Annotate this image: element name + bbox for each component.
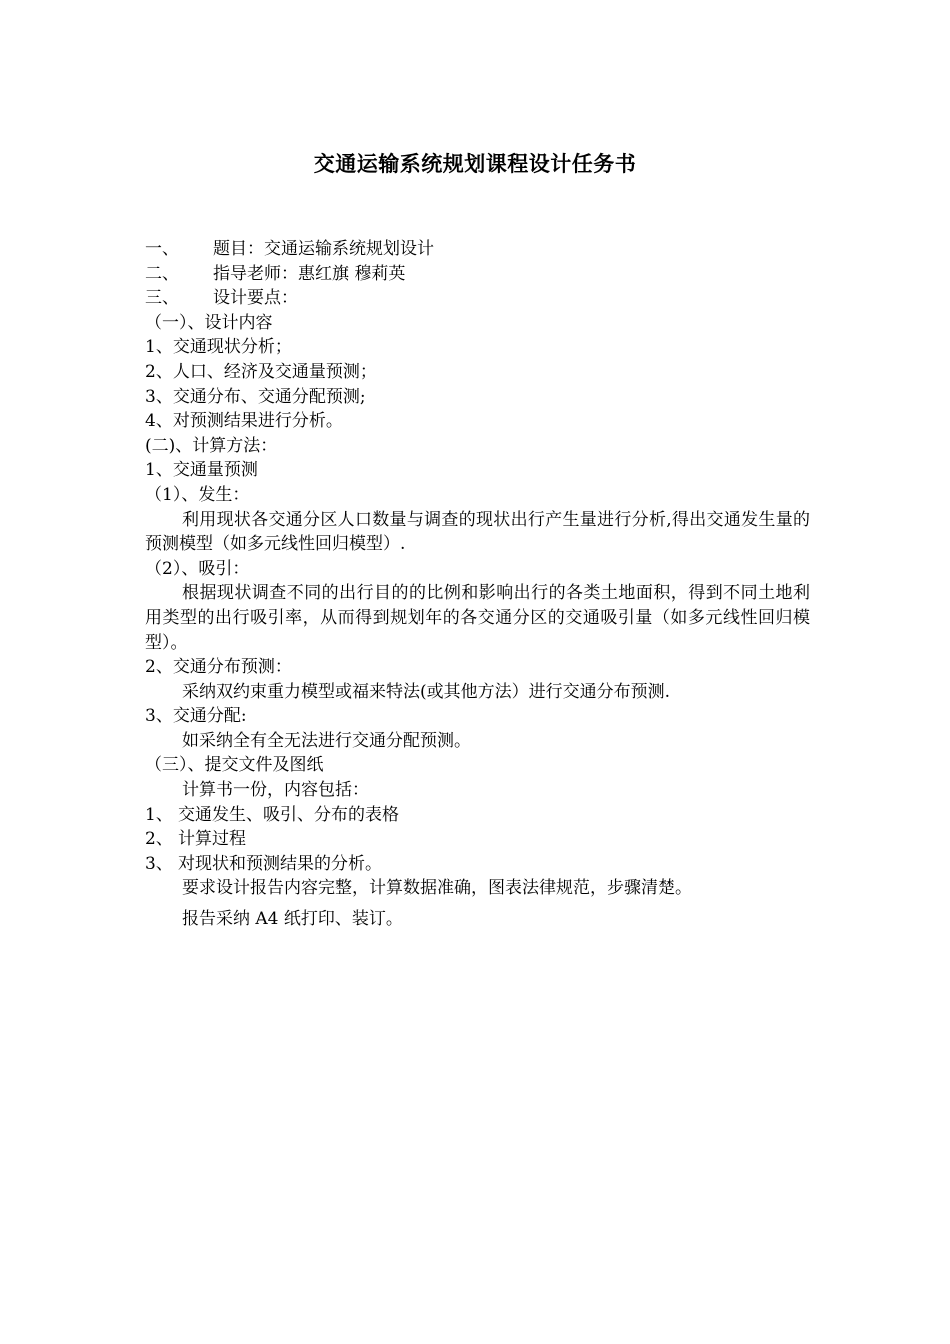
document-body: [145, 237, 810, 932]
section-number: 二、: [145, 263, 179, 284]
list-item: [145, 852, 810, 877]
section-text: 设计要点：: [213, 288, 298, 309]
section-number: 三、: [145, 288, 179, 309]
list-text: 交通发生、吸引、分布的表格: [178, 804, 399, 825]
assignment-paragraph: 如采纳全有全无法进行交通分配预测。: [182, 730, 471, 751]
list-item: [145, 827, 810, 852]
section-topic: [145, 237, 810, 262]
requirement-text: 要求设计报告内容完整，计算数据准确，图表法律规范，步骤清楚。: [182, 878, 692, 899]
list-number: 2、: [145, 829, 173, 850]
method-heading: (二)、计算方法：: [145, 435, 278, 456]
list-item: 3、交通分布、交通分配预测;: [145, 386, 366, 407]
submit-heading: （三）、提交文件及图纸: [145, 755, 324, 776]
attraction-heading: （2）、吸引：: [145, 558, 250, 579]
section-key-points: [145, 286, 810, 311]
section-number: 一、: [145, 239, 179, 259]
submit-intro: 计算书一份，内容包括：: [182, 780, 369, 801]
list-number: 3、: [145, 853, 173, 874]
section-text: 指导老师：惠红旗 穆莉英: [213, 263, 406, 284]
method-item-3: 3、交通分配:: [145, 706, 247, 727]
list-item: 4、对预测结果进行分析。: [145, 411, 343, 432]
list-text: 计算过程: [178, 829, 246, 850]
list-text: 对现状和预测结果的分析。: [178, 853, 382, 874]
generation-heading: （1）、发生：: [145, 484, 250, 505]
list-item: [145, 803, 810, 828]
list-number: 1、: [145, 804, 173, 825]
print-text: 报告采纳 A4 纸打印、装订。: [182, 909, 403, 930]
method-item-1: 1、交通量预测: [145, 460, 258, 481]
document-title: 交通运输系统规划课程设计任务书: [313, 152, 637, 176]
list-item: 2、人口、经济及交通量预测；: [145, 361, 377, 382]
distribution-paragraph: 采纳双约束重力模型或福来特法(或其他方法）进行交通分布预测.: [182, 681, 671, 702]
section-advisors: [145, 262, 810, 287]
list-item: 1、交通现状分析；: [145, 337, 292, 358]
section-text: 题目：交通运输系统规划设计: [213, 239, 434, 259]
content-heading: （一）、设计内容: [145, 312, 273, 333]
generation-paragraph: 利用现状各交通分区人口数量与调查的现状出行产生量进行分析,得出交通发生量的预测模型（如多元线性回归模型）.: [145, 509, 810, 555]
method-item-2: 2、交通分布预测：: [145, 657, 292, 678]
attraction-paragraph: 根据现状调查不同的出行目的的比例和影响出行的各类土地面积，得到不同土地利用类型的出行吸引率，从而得到规划年的各交通分区的交通吸引量（如多元线性回归模型）。: [145, 583, 810, 653]
